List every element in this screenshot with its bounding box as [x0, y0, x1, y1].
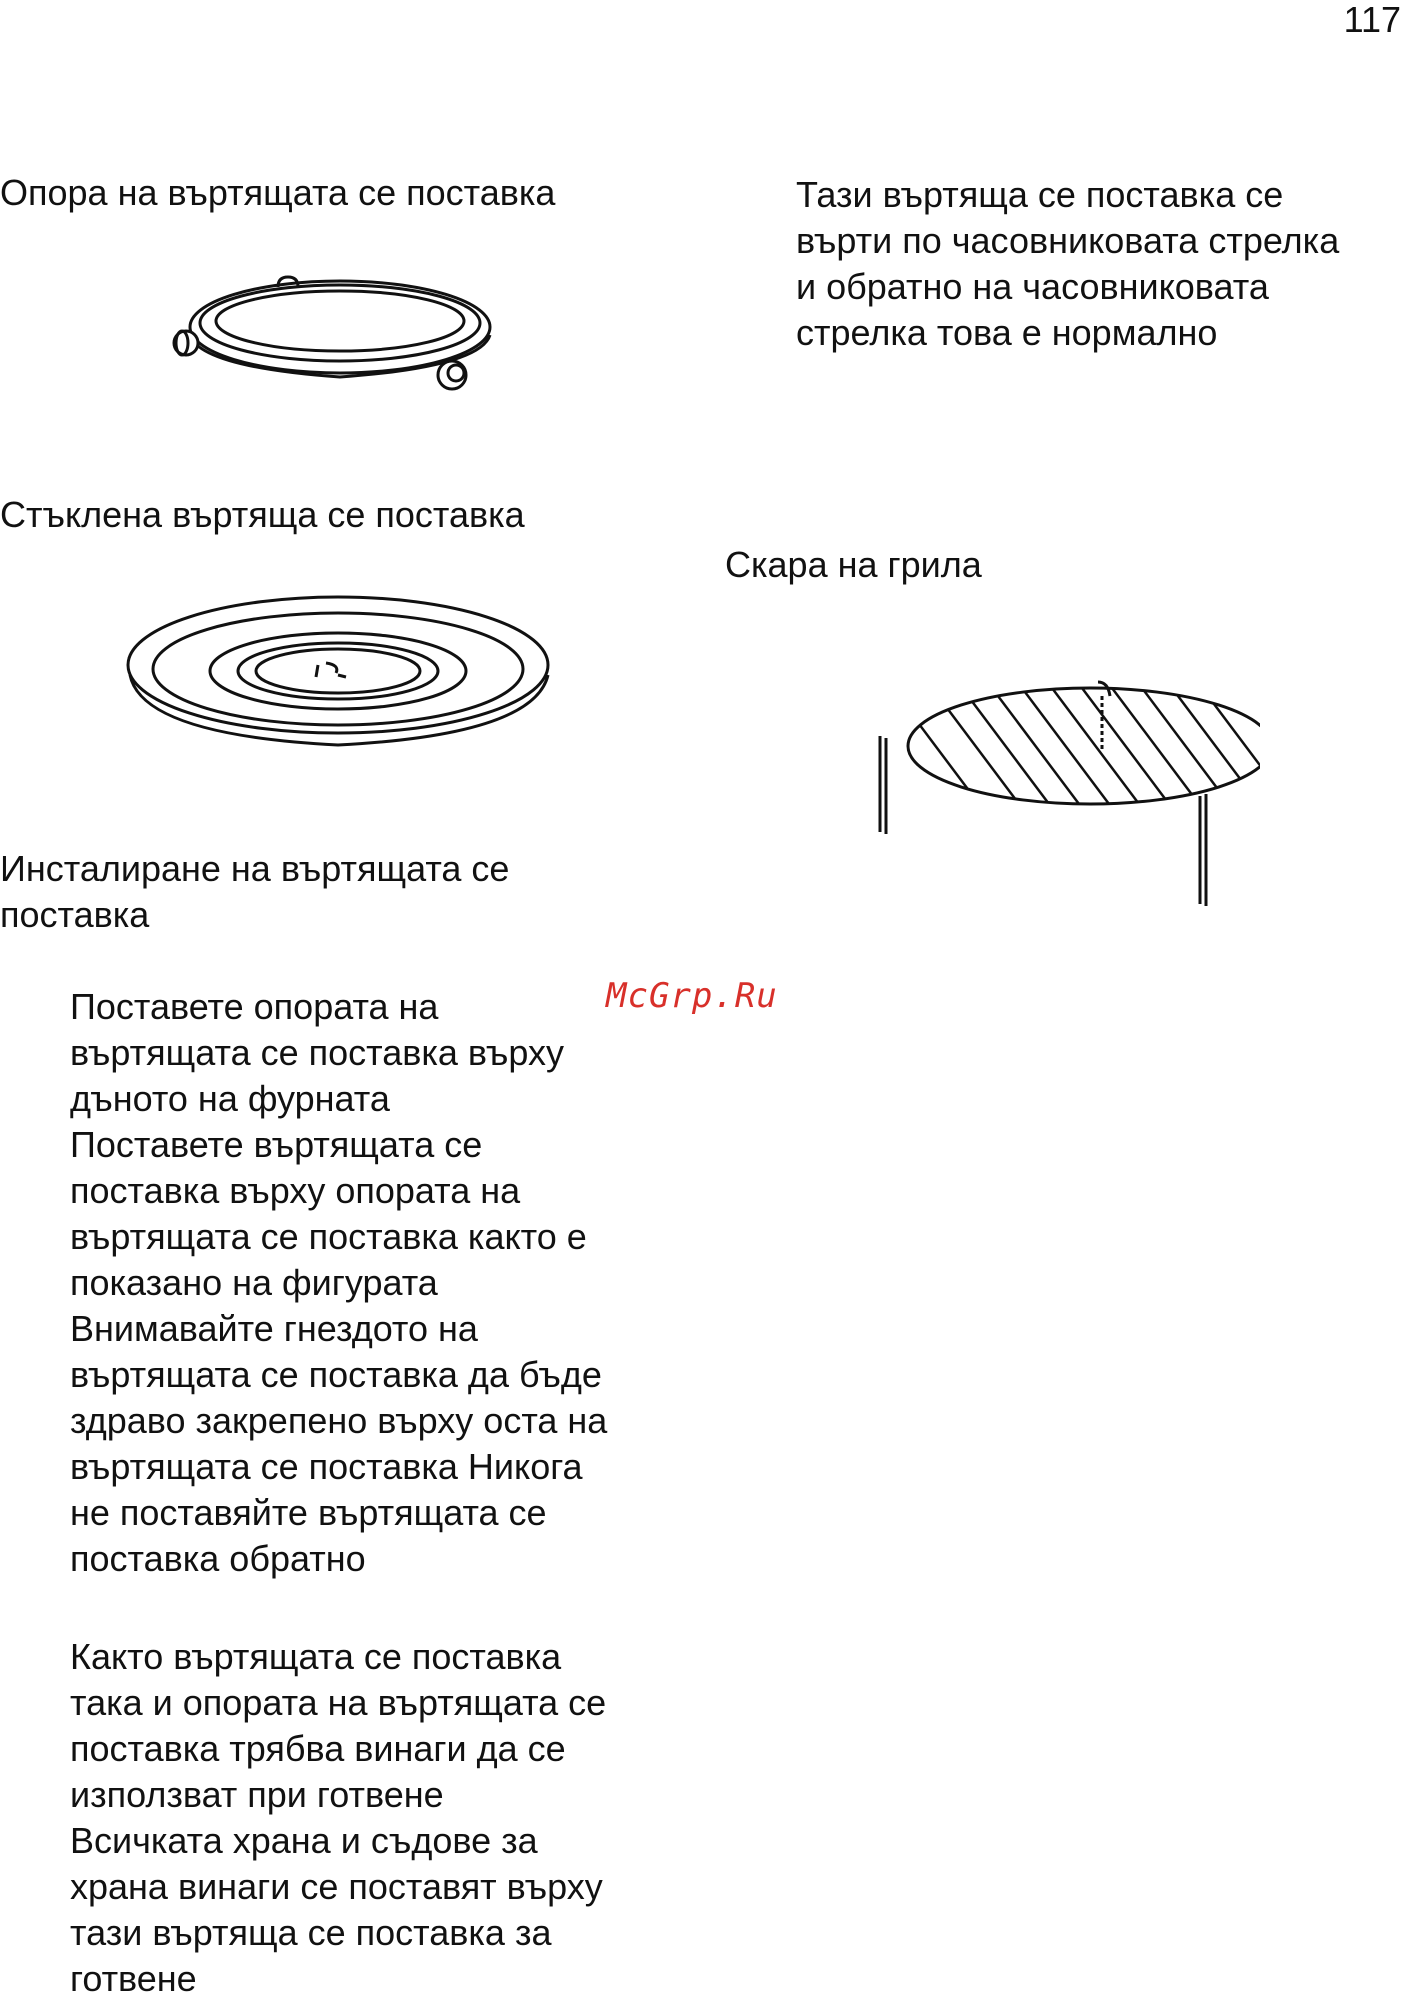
watermark: McGrp.Ru [606, 976, 778, 1016]
glass-tray-title: Стъклена въртяща се поставка [0, 494, 525, 535]
glass-tray-illustration [122, 585, 556, 755]
usage-notes [70, 1634, 606, 2002]
rotation-note-line: и обратно на часовниковата [796, 266, 1269, 307]
install-title-line: поставка [0, 894, 150, 935]
install-step: Поставете опората на въртящата се поставка върху дъното на фурната [70, 986, 564, 1119]
rotation-note [796, 172, 1339, 356]
grill-rack-illustration [870, 672, 1260, 912]
install-title [0, 846, 509, 938]
support-title: Опора на въртящата се поставка [0, 172, 556, 213]
grill-rack-title: Скара на грила [725, 544, 982, 585]
install-title-line: Инсталиране на въртящата се [0, 848, 510, 889]
rotation-note-line: върти по часовниковата стрелка [796, 220, 1340, 261]
page-number: 117 [1343, 0, 1401, 40]
install-step: Внимавайте гнездото на въртящата се поставка да бъде здраво закрепено върху оста на въртящата се поставка Никога не поставяйте въртящата се поставка обратно [70, 1308, 608, 1579]
rotation-note-line: Тази въртяща се поставка се [796, 174, 1284, 215]
install-instructions [70, 984, 607, 1582]
install-step: Поставете въртящата се поставка върху опората на въртящата се поставка както е показано на фигурата [70, 1124, 587, 1303]
rotation-note-line: стрелка това е нормално [796, 312, 1218, 353]
usage-note: Всичката храна и съдове за храна винаги се поставят върху тази въртяща се поставка за готвене [70, 1820, 603, 1999]
turntable-support-illustration [170, 255, 510, 395]
usage-note: Както въртящата се поставка така и опората на въртящата се поставка трябва винаги да се използват при готвене [70, 1636, 607, 1815]
